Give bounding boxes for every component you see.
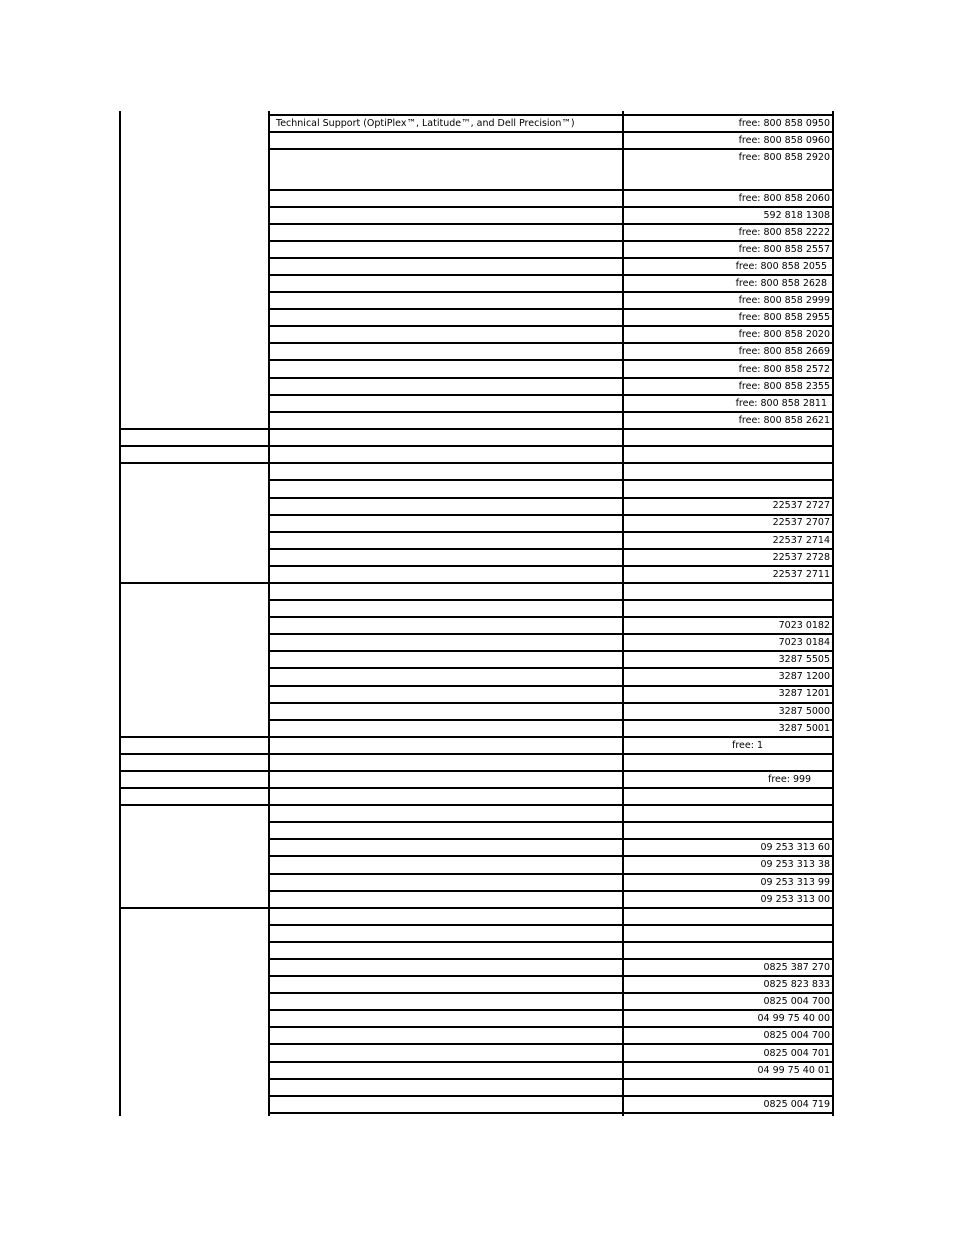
row-line [269, 1078, 834, 1080]
phone-number: free: 800 858 2060 [738, 193, 830, 204]
row-line [269, 685, 834, 687]
row-line [269, 189, 834, 191]
technical-support-label: Technical Support (OptiPlex™, Latitude™, and Dell Precision™) [276, 118, 575, 129]
row-line [269, 941, 834, 943]
row-line-full [120, 428, 834, 430]
row-line [269, 924, 834, 926]
row-line [269, 719, 834, 721]
row-line-full [120, 445, 834, 447]
phone-number: 09 253 313 00 [760, 894, 830, 905]
row-line [269, 599, 834, 601]
row-line [269, 702, 834, 704]
phone-number: free: 800 858 2222 [738, 227, 830, 238]
table-border-left [119, 111, 121, 1116]
phone-number: 3287 5505 [778, 654, 830, 665]
row-line [269, 114, 834, 116]
phone-number: free: 800 858 2355 [738, 381, 830, 392]
phone-number: 7023 0182 [778, 620, 830, 631]
phone-number: free: 800 858 2020 [738, 329, 830, 340]
row-line [269, 873, 834, 875]
row-line [269, 257, 834, 259]
phone-number: 22537 2707 [772, 517, 830, 528]
row-line [269, 377, 834, 379]
row-line [269, 975, 834, 977]
phone-number: free: 800 858 2920 [738, 152, 830, 163]
phone-number: 22537 2711 [772, 569, 830, 580]
row-line [269, 148, 834, 150]
row-line [269, 1095, 834, 1097]
row-line [269, 291, 834, 293]
row-line-full [120, 907, 834, 909]
phone-number: free: 800 858 2999 [738, 295, 830, 306]
phone-number: free: 800 858 2669 [738, 346, 830, 357]
phone-number: free: 800 858 2055 [735, 261, 827, 272]
phone-number: free: 800 858 0960 [738, 135, 830, 146]
phone-number: 3287 1201 [778, 688, 830, 699]
table-divider-1 [268, 111, 270, 1116]
phone-number: 22537 2727 [772, 500, 830, 511]
row-line [269, 616, 834, 618]
row-line-full [120, 753, 834, 755]
row-line-full [120, 736, 834, 738]
row-line [269, 565, 834, 567]
row-line [269, 1043, 834, 1045]
phone-number: free: 800 858 2572 [738, 364, 830, 375]
phone-number: 09 253 313 60 [760, 842, 830, 853]
phone-number: 04 99 75 40 01 [757, 1065, 830, 1076]
row-line-full [120, 462, 834, 464]
row-line [269, 274, 834, 276]
row-line [269, 633, 834, 635]
row-line [269, 325, 834, 327]
phone-number: free: 999 [768, 774, 812, 785]
phone-number: 0825 004 701 [763, 1048, 830, 1059]
row-line [269, 855, 834, 857]
row-line [269, 497, 834, 499]
table-divider-2 [622, 111, 624, 1116]
row-line [269, 411, 834, 413]
row-line [269, 514, 834, 516]
phone-number: 22537 2714 [772, 535, 830, 546]
row-line [269, 479, 834, 481]
row-line-full [120, 582, 834, 584]
row-line [269, 394, 834, 396]
phone-number: 3287 5000 [778, 706, 830, 717]
table-border-right [832, 111, 834, 1116]
phone-number: free: 800 858 0950 [738, 118, 830, 129]
row-line [269, 240, 834, 242]
phone-number: 0825 823 833 [763, 979, 830, 990]
phone-number: 0825 004 719 [763, 1099, 830, 1110]
phone-number: 7023 0184 [778, 637, 830, 648]
row-line [269, 1026, 834, 1028]
phone-number: 04 99 75 40 00 [757, 1013, 830, 1024]
row-line [269, 1061, 834, 1063]
phone-number: free: 800 858 2557 [738, 244, 830, 255]
row-line [269, 667, 834, 669]
row-line [269, 1112, 834, 1114]
row-line [269, 650, 834, 652]
row-line [269, 531, 834, 533]
phone-number: 0825 004 700 [763, 1030, 830, 1041]
phone-number: 0825 387 270 [763, 962, 830, 973]
phone-number: free: 800 858 2955 [738, 312, 830, 323]
row-line [269, 1009, 834, 1011]
phone-number: 22537 2728 [772, 552, 830, 563]
row-line [269, 206, 834, 208]
row-line [269, 890, 834, 892]
phone-number: 09 253 313 99 [760, 877, 830, 888]
phone-number: 09 253 313 38 [760, 859, 830, 870]
phone-number: free: 800 858 2628 [735, 278, 827, 289]
row-line [269, 992, 834, 994]
phone-number: 3287 5001 [778, 723, 830, 734]
row-line [269, 821, 834, 823]
row-line-full [120, 804, 834, 806]
phone-number: 592 818 1308 [763, 210, 830, 221]
row-line [269, 838, 834, 840]
row-line-full [120, 770, 834, 772]
phone-number: free: 1 [732, 740, 763, 751]
row-line [269, 308, 834, 310]
phone-number: free: 800 858 2621 [738, 415, 830, 426]
row-line [269, 131, 834, 133]
row-line [269, 548, 834, 550]
phone-number: 3287 1200 [778, 671, 830, 682]
row-line [269, 359, 834, 361]
row-line [269, 958, 834, 960]
row-line-full [120, 787, 834, 789]
phone-number: 0825 004 700 [763, 996, 830, 1007]
row-line [269, 223, 834, 225]
row-line [269, 342, 834, 344]
phone-number: free: 800 858 2811 [735, 398, 827, 409]
